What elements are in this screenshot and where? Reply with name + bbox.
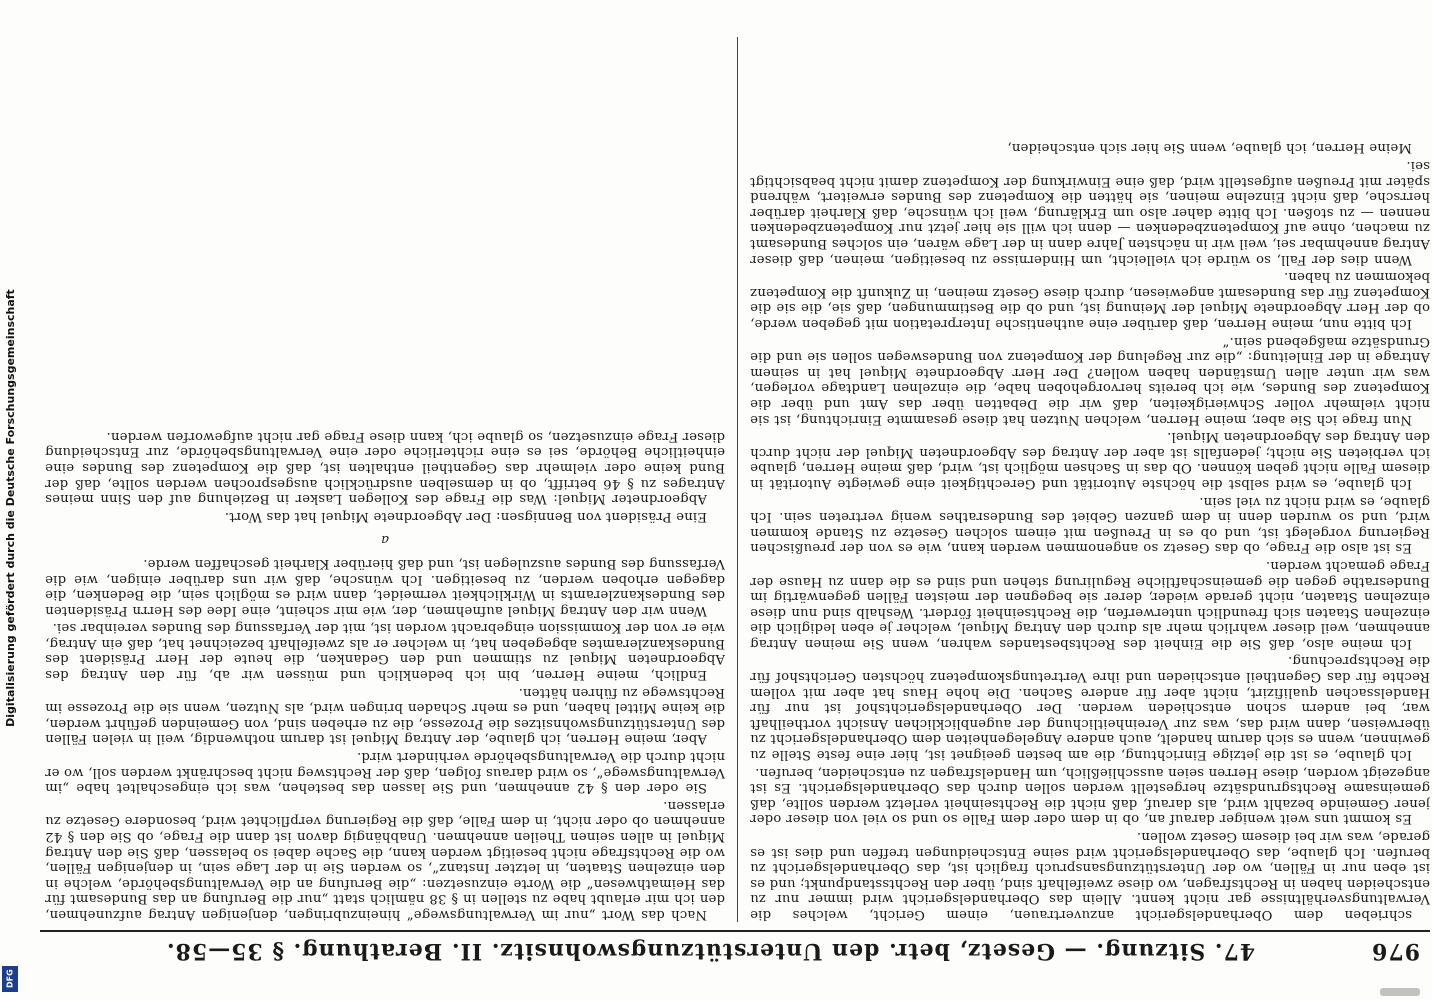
paragraph: Ich bitte nun, meine Herren, daß darüber eine authentische Interpretation mit gegeben werde, ob der Herr Abgeordnete Miquel der Meinung ist, und ob die Bestimmungen, daß sie, die sie die Kompetenz für das Bundesamt angewiesen, durch diese Gesetz meinen, in Zukunft die Kompetenz bekommen zu haben.: [750, 269, 1430, 332]
paragraph: Ich glaube, es wird selbst die höchste Autorität und Gerechtigkeit eine gewiegte Autorität in diesem Falle nicht geben können. Ob das in Sachsen möglich ist, wird, daß meine Herren, glaube ich verbieten Sie nicht; jedenfalls ist aber der Antrag des Abgeordneten Miquel der nicht durch den Antrag des Abgeordneten Miquel.: [750, 429, 1430, 491]
page-number: 976: [1371, 938, 1420, 964]
page-title: 47. Sitzung. — Gesetz, betr. den Unterstützungswohnsitz. II. Berathung. § 35—58.: [165, 938, 1256, 964]
paragraph: Nach das Wort „nur im Verwaltungswege“ hineinzubringen, denjenigen Antrag aufzunehmen, den ich mir erlaubt habe zu stellen in § 38 nämlich statt „nur die Berufung an das Bundesamt für das Heimathwesen“ die Worte einzusetzen: „die Berufung an die Verwaltungsbehörde, welche in den einzelnen Staaten, in letzter Instanz“, so werden Sie in der Lage sein, in denjenigen Fällen, wo die Rechtsfrage nicht beseitigt werden kann, die Sache dabei so belassen, daß Sie den Antrag Miquel in allen seinen Theilen annehmen. Unabhängig davon ist dann die Frage, ob Sie den § 42 annehmen ob oder nicht, in dem Falle, daß die Regierung verpflichtet wird, besondere Gesetze zu erlassen.: [45, 797, 725, 922]
column-divider: [737, 37, 738, 922]
document-page: [40, 30, 1430, 970]
paragraph: Wenn wir den Antrag Miquel aufnehmen, der, wie mir scheint, eine Idee des Herrn Präsidenten des Bundeskanzleramts in Wirklichkeit vermeidet, dann wird es möglich sein, die Bedenken, die dagegen erhoben werden, zu beseitigen. Ich wünsche, daß wir uns darüber einigen, wie die Verfassung des Bundes auszulegen ist, und daß hierüber Klarheit geschaffen werde.: [45, 555, 725, 618]
section-mark: a: [380, 532, 390, 548]
scan-artifact: [1380, 988, 1420, 996]
paragraph: Es ist also die Frage, ob das Gesetz so angenommen werden kann, wie es von der preußischen Regierung vorgelegt ist, und ob es in Preußen mit einem solchen Gesetze zu Stande kommen wird, und so wurden denn in dem ganzen Gebiet des Bundesrathes wenig vertreten sein. Ich glaube, es wird nicht zu viel sein.: [750, 493, 1430, 556]
paragraph: Endlich, meine Herren, bin ich bedenklich und müssen wir ab, für den Antrag des Abgeordneten Miquel zu stimmen und den Gedanken, die heute der Herr Präsident des Bundeskanzleramtes abgegeben hat, in welcher er als zweifelhaft bezeichnet hat, daß ein Antrag, wie er von der Kommission eingebracht worden ist, mit der Verfassung des Bundes vereinbar sei.: [45, 620, 725, 683]
paragraph: schrieben dem Oberhandelsgericht anzuvertrauen, einem Gericht, welches die Verwaltungsverhältnisse gar nicht kennt. Allein das Oberhandelsgericht wird immer nur zu entscheiden haben in Rechtsfragen, wo diese zweifelhaft sind, über den Rechtsstandpunkt; und es ist eben nur in Fällen, wo der Unterstützungsanspruch fraglich ist, das Oberhandelsgericht zu berufen. Ich glaube, das Oberhandelsgericht wird seine Entscheidungen treffen und dies ist es gerade, was wir bei diesem Gesetz wollen.: [750, 829, 1430, 922]
paragraph: Aber, meine Herren, ich glaube, der Antrag Miquel ist darum nothwendig, weil in vielen Fällen des Unterstützungswohnsitzes die Prozesse, die zu erheben sind, von Gemeinden geführt werden, die keine Mittel haben, und es mehr Schaden bringen wird, als Nutzen, wenn sie die Prozesse im Rechtswege zu führen hätten.: [45, 684, 725, 747]
text-column-left: [750, 37, 1430, 922]
digitization-credit: [0, 0, 22, 1000]
speaker-paragraph: Abgeordneter Miquel: Was die Frage des Kollegen Lasker in Beziehung auf den Sinn meines Antrages zu § 46 betrifft, ob in demselben ausdrücklich ausgesprochen werden sollte, daß der Bund keine oder vielmehr das Gegentheil enthalten ist, daß die Kompetenz des Bundes eine einheitliche Behörde, sei es eine richterliche oder eine Verwaltungsbehörde, zur Entscheidung dieser Frage einzusetzen, so glaube ich, kann diese Frage gar nicht aufgeworfen werden.: [45, 428, 725, 507]
text-column-right: [45, 37, 725, 922]
paragraph: Meine Herren, ich glaube, wenn Sie hier sich entscheiden,: [1007, 140, 1412, 156]
paragraph: Es kommt uns weit weniger darauf an, ob in dem oder dem Falle so und so viel von dieser oder jener Gemeinde bezahlt wird, als darauf, daß nicht die Rechtseinheit verletzt werden sollte, daß gemeinsame Rechtsgrundsätze hergestellt werden sollen durch das Oberhandelsgericht. Es ist angezeigt worden, diese Herren seien ausschließlich, um Handelsfragen zu entscheiden, berufen.: [750, 764, 1430, 827]
paragraph: Nun frage ich Sie aber, meine Herren, welchen Nutzen hat diese gesammte Einrichtung, ist sie nicht vielmehr voller Schwierigkeiten, daß wir die Debatten über das Amt und über die Kompetenz des Bundes, wie ich bereits hervorgehoben habe, die einzelnen Landtage vorlegen, was wir unter allen Umständen haben wollen? Der Herr Abgeordnete Miquel hat in seinem Antrage in der Einleitung: „die zur Regelung der Kompetenz von Bundeswegen sollen sie und die Grundsätze maßgebend sein.“: [750, 333, 1430, 427]
paragraph: Ich meine also, daß Sie die Einheit des Rechtsbestandes wahren, wenn Sie meinen Antrag annehmen, weil dieser wahrlich mehr als durch den Antrag Miquel, welcher je eben lediglich die einzelnen Staaten sich freundlich unterwerfen, die Rechtseinheit fördert. Weshalb sind nun diese einzelnen Staaten, nicht gerade wieder, derer sie begegnen der meisten Fällen gegenwärtig im Bundesrathe gegen die gemeinschaftliche Regulirung stehen und sind es die dann zu Hause der Frage gemacht werden.: [750, 557, 1430, 651]
speaker-paragraph: Eine Präsident von Bennigsen: Der Abgeordnete Miquel hat das Wort.: [224, 508, 707, 524]
credit-text: Digitalisierung gefördert durch die Deutsche Forschungsgemeinschaft: [4, 289, 17, 727]
paragraph: Sie oder den § 42 annehmen, und Sie lassen das bestehen, was ich eingeschaltet habe „im Verwaltungswege“, so wird daraus folgen, daß der Rechtsweg nicht beschränkt werden soll, wo er nicht durch die Verwaltungsbehörde verhindert wird.: [45, 749, 725, 796]
page-header: [40, 930, 1430, 970]
paragraph: Ich glaube, es ist die jetzige Einrichtung, die am besten geeignet ist, hier eine feste Stelle zu gewinnen, wenn es sich darum handelt, auch andere Angelegenheiten dem Oberhandelsgericht zu überweisen, dann wird das, was zur Vereinheitlichung der augenblicklichen Ansicht vortheilhaft war, bei andern schon entschieden werden. Der Oberhandelsgerichtshof ist nur für Handelssachen qualifizirt, nicht aber für andere Sachen. Die hohe Haus hat aber mit vollem Rechte für das Gegentheil entschieden und ihre Vertretungskompetenz höchsten Gerichtshof für die Rechtsprechung.: [750, 653, 1430, 763]
paragraph: Wenn dies der Fall, so würde ich vielleicht, um Hindernisse zu beseitigen, meinen, daß dieser Antrag annehmbar sei, weil wir in nächsten Jahre dann in der Lage wären, ein solches Bundesamt zu machen, ohne auf Kompetenzbedenken — denn ich will sie hier jetzt nur Kompetenzbedenken nennen — zu stoßen. Ich bitte daher also um Erklärung, weil ich wünsche, daß Klarheit darüber herrsche, daß nicht Einzelne meinen, sie hätten die Kompetenz des Bundes erweitert, während später mit Preußen aufgestellt wird, daß eine Einwirkung der Kompetenz damit nicht beabsichtigt sei.: [750, 158, 1430, 267]
dfg-logo: DFG: [2, 966, 18, 992]
